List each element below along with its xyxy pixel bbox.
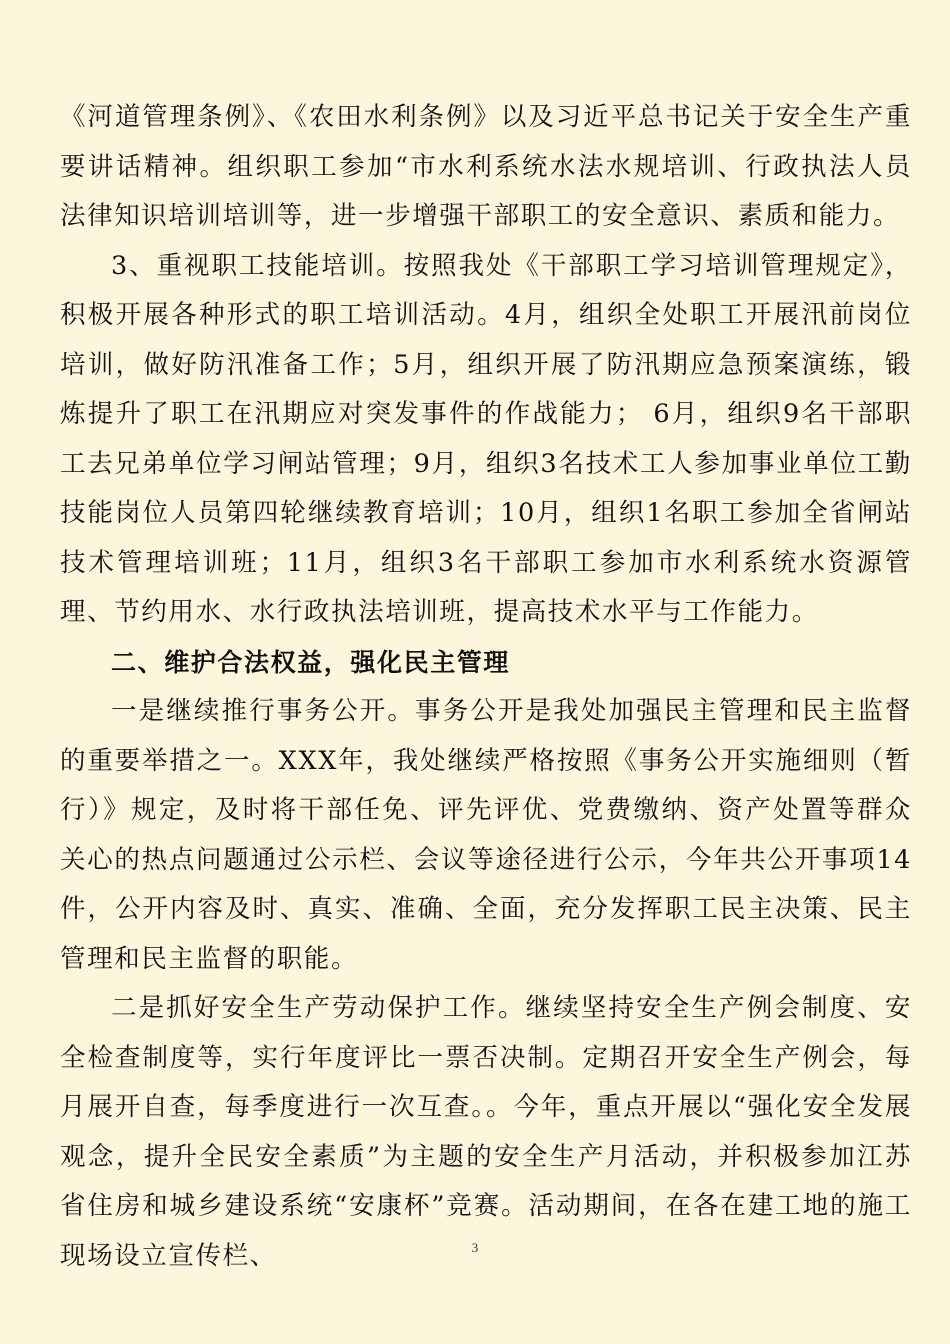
paragraph-affairs-disclosure: 一是继续推行事务公开。事务公开是我处加强民主管理和民主监督的重要举措之一。XXX年，我处继续严格按照《事务公开实施细则（暂行）》规定，及时将干部任免、评先评优、党费缴纳、资产处置等群众关心的热点问题通过公示栏、会议等途径进行公示，今年共公开事项14件，公开内容及时、真实、准确、全面，充分发挥职工民主决策、民主管理和民主监督的职能。: [60, 696, 912, 974]
paragraph-continuation: 《河道管理条例》、《农田水利条例》以及习近平总书记关于安全生产重要讲话精神。组织职工参加“市水利系统水法水规培训、行政执法人员法律知识培训培训等，进一步增强干部职工的安全意识、素质和能力。: [60, 102, 912, 231]
page-body: [60, 93, 912, 1281]
page-number: 3: [471, 1240, 479, 1255]
section-heading: 二、维护合法权益，强化民主管理: [111, 647, 511, 677]
paragraph-safety-production: 二是抓好安全生产劳动保护工作。继续坚持安全生产例会制度、安全检查制度等，实行年度评比一票否决制。定期召开安全生产例会，每月展开自查，每季度进行一次互查。。今年，重点开展以“强化安全发展观念，提升全民安全素质”为主题的安全生产月活动，并积极参加江苏省住房和城乡建设系统“安康杯”竞赛。活动期间，在各在建工地的施工现场设立宣传栏、: [60, 993, 912, 1271]
paragraph-skills-training: 3、重视职工技能培训。按照我处《干部职工学习培训管理规定》，积极开展各种形式的职工培训活动。4月，组织全处职工开展汛前岗位培训，做好防汛准备工作；5月，组织开展了防汛期应急预案演练，锻炼提升了职工在汛期应对突发事件的作战能力； 6月，组织9名干部职工去兄弟单位学习闸站管理；9月，组织3名技术工人参加事业单位工勤技能岗位人员第四轮继续教育培训；10月，组织1名职工参加全省闸站技术管理培训班；11月，组织3名干部职工参加市水利系统水资源管理、节约用水、水行政执法培训班，提高技术水平与工作能力。: [60, 250, 912, 627]
